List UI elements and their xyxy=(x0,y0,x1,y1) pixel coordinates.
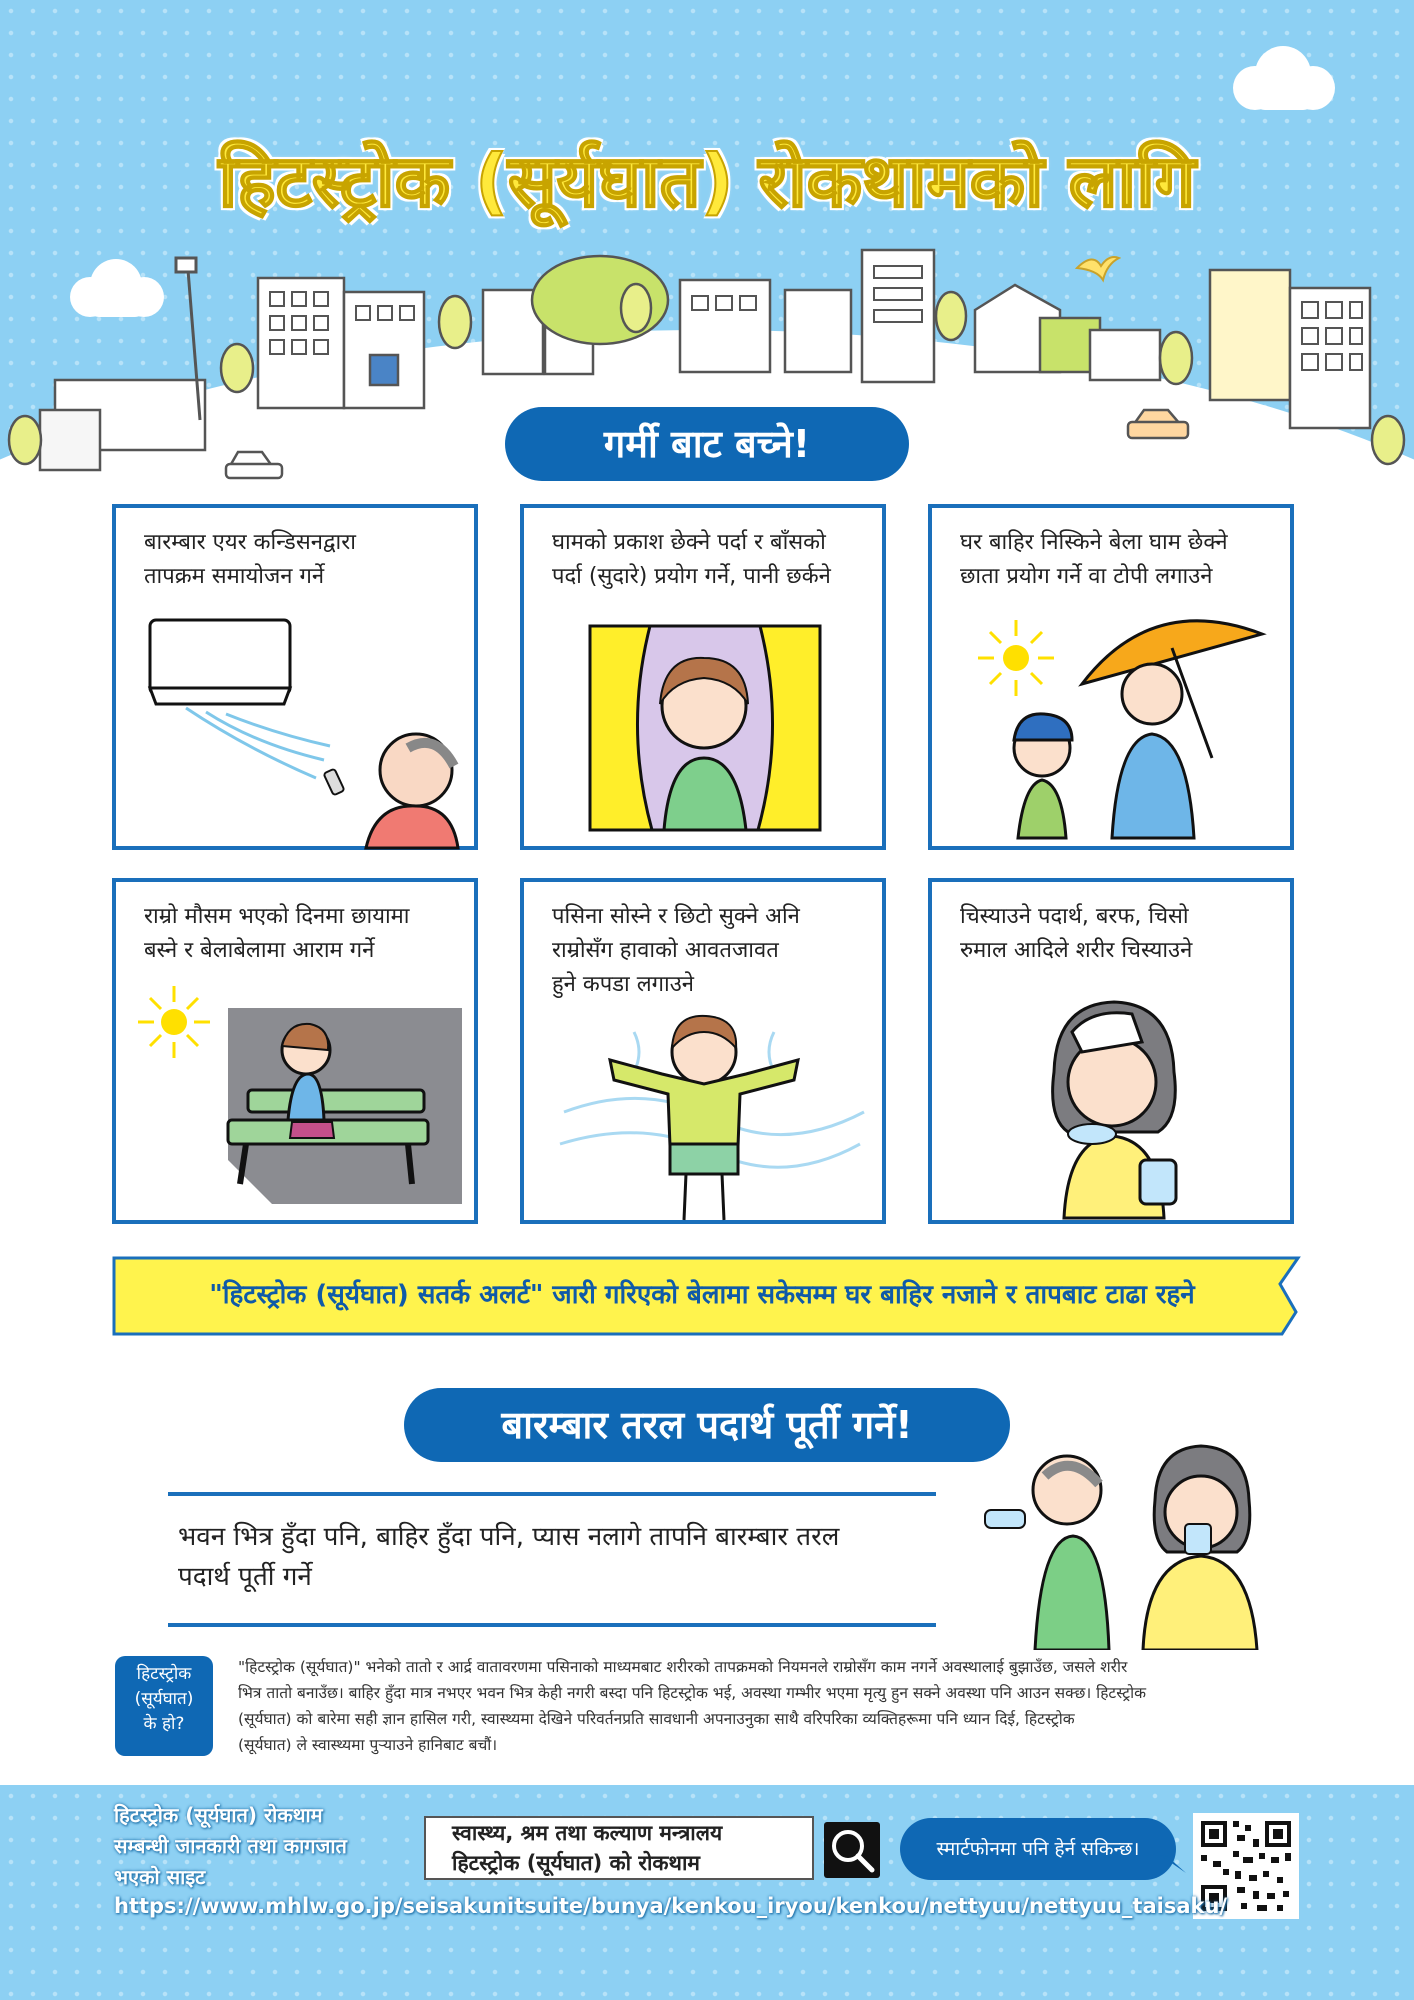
tip-text: पसिना सोस्ने र छिटो सुक्ने अनि राम्रोसँग हावाको आवतजावत हुने कपडा लगाउने xyxy=(552,904,800,997)
footer-site-label: हिटस्ट्रोक (सूर्यघात) रोकथाम सम्बन्धी जानकारी तथा कागजात भएको साइट xyxy=(114,1803,347,1889)
search-text-ministry: स्वास्थ्य, श्रम तथा कल्याण मन्त्रालय xyxy=(452,1821,723,1845)
tip-text: बारम्बार एयर कन्डिसनद्वारा तापक्रम समायोजन गर्ने xyxy=(144,530,356,589)
tip-text: घर बाहिर निस्किने बेला घाम छेक्ने छाता प्रयोग गर्ने वा टोपी लगाउने xyxy=(960,530,1228,589)
tip-card-cooling xyxy=(928,878,1294,1224)
divider xyxy=(168,1623,936,1627)
fluids-text: भवन भित्र हुँदा पनि, बाहिर हुँदा पनि, प्यास नलागे तापनि बारम्बार तरल पदार्थ पूर्ती गर्ने xyxy=(178,1522,840,1592)
divider xyxy=(168,1492,936,1496)
cloud-icon xyxy=(1225,42,1345,114)
bubble-tail xyxy=(1160,1855,1186,1877)
tip-card-air-conditioner xyxy=(112,504,478,850)
sun-icon xyxy=(138,986,210,1058)
heat-section-heading: गर्मी बाट बच्ने! xyxy=(505,407,909,481)
search-button[interactable] xyxy=(824,1822,880,1878)
tip-text: चिस्याउने पदार्थ, बरफ, चिसो रुमाल आदिले शरीर चिस्याउने xyxy=(960,904,1193,963)
what-is-label: हिटस्ट्रोक (सूर्यघात) के हो? xyxy=(115,1656,213,1756)
site-url-link[interactable]: https://www.mhlw.go.jp/seisakunitsuite/bunya/kenkou_iryou/kenkou/nettyuu/nettyuu_taisaku/ xyxy=(114,1894,1228,1918)
elders-drinking-illustration xyxy=(975,1440,1265,1650)
tip-text: घामको प्रकाश छेक्ने पर्दा र बाँसको पर्दा (सुदारे) प्रयोग गर्ने, पानी छर्कने xyxy=(552,530,831,589)
tip-card-umbrella xyxy=(928,504,1294,850)
tip-text: राम्रो मौसम भएको दिनमा छायामा बस्ने र बेलाबेलामा आराम गर्ने xyxy=(144,904,410,963)
tip-card-clothes xyxy=(520,878,886,1224)
search-icon xyxy=(824,1822,880,1878)
alert-banner-text: "हिटस्ट्रोक (सूर्यघात) सतर्क अलर्ट" जारी गरिएको बेलामा सकेसम्म घर बाहिर नजाने र तापबाट टाढा रहने xyxy=(209,1280,1195,1310)
sun-icon xyxy=(978,620,1054,696)
tip-card-curtains xyxy=(520,504,886,850)
smartphone-note: स्मार्टफोनमा पनि हेर्न सकिन्छ। xyxy=(900,1818,1176,1880)
what-is-description: "हिटस्ट्रोक (सूर्यघात)" भनेको तातो र आर्द्र वातावरणमा पसिनाको माध्यमबाट शरीरको तापक्रमको नियमनले राम्रोसँग काम नगर्ने अवस्थालाई बुझाउँछ, जसले शरीर भित्र तातो बनाउँछ। बाहिर हुँदा मात्र नभएर भवन भित्र केही नगरी बस्दा पनि हिटस्ट्रोक भई, अवस्था गम्भीर भएमा मृत्यु हुन सक्ने अवस्था पनि आउन सक्छ। हिटस्ट्रोक (सूर्यघात) को बारेमा सही ज्ञान हासिल गरी, स्वास्थ्यमा देखिने परिवर्तनप्रति सावधानी अपनाउनुका साथै वरिपरिका व्यक्तिहरूमा पनि ध्यान दिई, हिटस्ट्रोक (सूर्यघात) ले स्वास्थ्यमा पुर्‍याउने हानिबाट बचौं। xyxy=(238,1658,1147,1754)
fluids-section-heading: बारम्बार तरल पदार्थ पूर्ती गर्ने! xyxy=(404,1388,1010,1462)
search-text-topic: हिटस्ट्रोक (सूर्यघात) को रोकथाम xyxy=(452,1851,700,1875)
page-title: हिटस्ट्रोक (सूर्यघात) रोकथामको लागि xyxy=(218,139,1196,223)
tip-card-shade-rest xyxy=(112,878,478,1224)
